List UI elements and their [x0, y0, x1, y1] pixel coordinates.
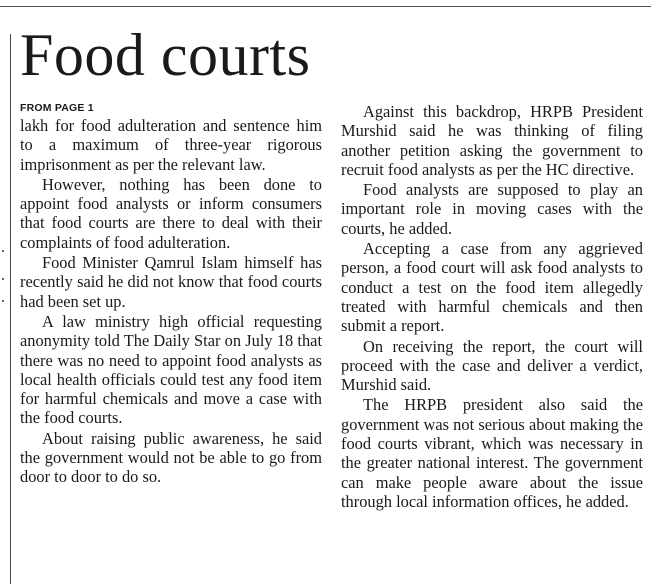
paragraph: A law ministry high official requesting anonymity told The Daily Star on July 18 that there was no need to appoint food analysts as local health officials could test any food item for harmful chemicals and move a case with the food courts. [20, 311, 322, 428]
edge-mark [2, 300, 4, 302]
kicker: FROM PAGE 1 [20, 102, 94, 114]
top-rule [0, 6, 651, 7]
column-rule [10, 34, 11, 584]
paragraph: Food Minister Qamrul Islam himself has recently said he did not know that food courts had been set up. [20, 253, 322, 311]
paragraph: Accepting a case from any aggrieved person, a food court will ask food analysts to conduct a test on the food item allegedly treated with harmful chemicals and then submit a report. [341, 239, 643, 336]
article-column-right [341, 102, 643, 512]
edge-mark [2, 250, 4, 252]
edge-mark [2, 278, 4, 280]
paragraph: lakh for food adulteration and sentence him to a maximum of three-year rigorous imprisonment as per the relevant law. [20, 116, 322, 174]
article-column-left [20, 101, 322, 488]
paragraph: On receiving the report, the court will proceed with the case and deliver a verdict, Murshid said. [341, 336, 643, 395]
paragraph: The HRPB president also said the government was not serious about making the food courts vibrant, which was necessary in the greater national interest. The government can make people aware about the issue through local information offices, he added. [341, 395, 643, 511]
paragraph: About raising public awareness, he said the government would not be able to go from door to door to do so. [20, 428, 322, 487]
paragraph: Against this backdrop, HRPB President Murshid said he was thinking of filing another petition asking the government to recruit food analysts as per the HC directive. [341, 102, 643, 179]
paragraph: Food analysts are supposed to play an important role in moving cases with the courts, he added. [341, 180, 643, 238]
headline: Food courts [20, 22, 311, 88]
paragraph: However, nothing has been done to appoint food analysts or inform consumers that food courts are there to deal with their complaints of food adulteration. [20, 174, 322, 252]
